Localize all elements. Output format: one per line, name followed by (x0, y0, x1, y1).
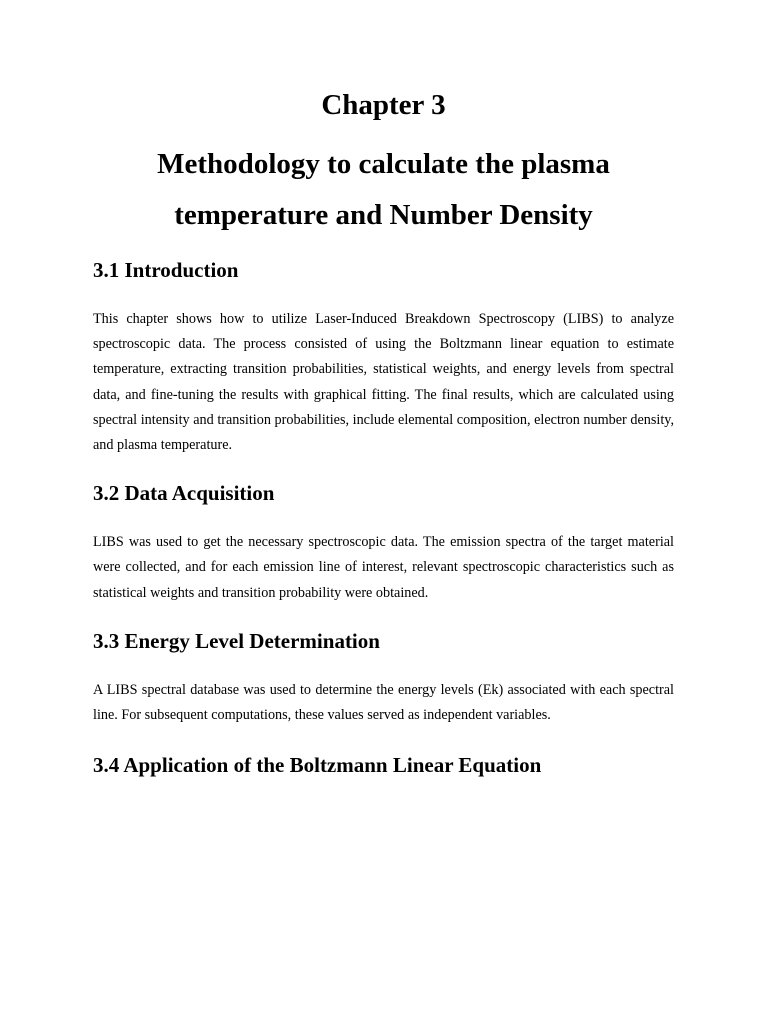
section-heading-boltzmann: 3.4 Application of the Boltzmann Linear Equation (93, 753, 542, 778)
section-body-energy-level: A LIBS spectral database was used to determine the energy levels (Ek) associated with each spectral line. For subsequent computations, these values served as independent variables. (93, 681, 674, 724)
chapter-title-line-1: Methodology to calculate the plasma (157, 148, 610, 180)
section-body-data-acquisition: LIBS was used to get the necessary spectroscopic data. The emission spectra of the target material were collected, and for each emission line of interest, relevant spectroscopic characteristics such as statistical weights and transition probability were obtained. (93, 534, 674, 601)
section-heading-energy-level: 3.3 Energy Level Determination (93, 628, 380, 653)
chapter-title-line-2: temperature and Number Density (174, 199, 593, 231)
section-heading-introduction: 3.1 Introduction (93, 258, 239, 282)
chapter-label: Chapter 3 (321, 89, 446, 121)
chapter-title (93, 139, 674, 241)
section-heading-data-acquisition: 3.2 Data Acquisition (93, 481, 275, 506)
section-body-introduction: This chapter shows how to utilize Laser-Induced Breakdown Spectroscopy (LIBS) to analyze spectroscopic data. The process consisted of using the Boltzmann linear equation to estimate temperature, extracting transition probabilities, statistical weights, and energy levels from spectral data, and fine-tuning the results with graphical fitting. The final results, which are calculated using spectral intensity and transition probabilities, include elemental composition, electron number density, and plasma temperature. (93, 311, 674, 454)
